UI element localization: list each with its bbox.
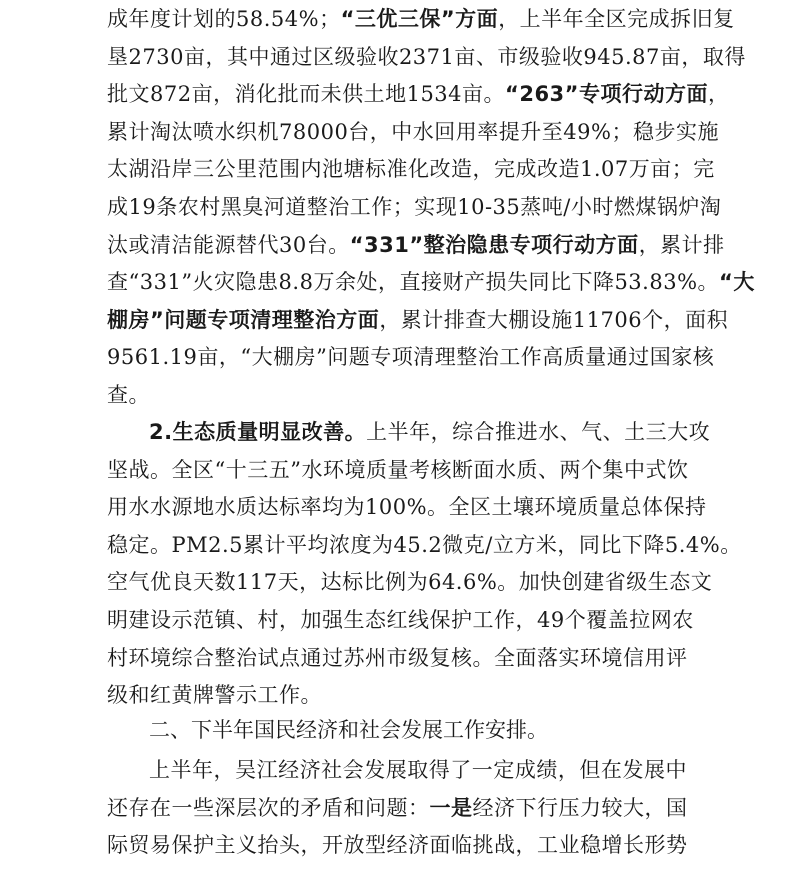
para1-line — [107, 338, 715, 376]
para1-line — [107, 113, 719, 151]
bold-text: “263”专项行动方面 — [505, 82, 708, 107]
para1-line — [107, 226, 725, 264]
para1-line — [107, 150, 715, 188]
body-text: 稳定。PM2.5累计平均浓度为45.2微克/立方米，同比下降5.4%。 — [107, 532, 742, 557]
para1-line — [107, 263, 755, 301]
body-text: 成19条农村黑臭河道整治工作；实现10-35蒸吨/小时燃煤锅炉淘 — [107, 195, 722, 219]
bold-text: 一是 — [429, 795, 473, 820]
para1-line — [107, 0, 735, 38]
body-text: 批文872亩，消化批而未供土地1534亩。 — [107, 82, 506, 107]
body-text: 村环境综合整治试点通过苏州市级复核。全面落实环境信用评 — [107, 645, 688, 670]
para2-line — [107, 601, 694, 639]
body-text: ，上半年全区完成拆旧复 — [498, 7, 735, 31]
para2-line — [107, 488, 707, 526]
para3-line — [107, 826, 687, 864]
body-text: 际贸易保护主义抬头，开放型经济面临挑战，工业稳增长形势 — [107, 833, 688, 858]
para2-line — [107, 639, 687, 677]
body-text: 还存在一些深层次的矛盾和问题： — [107, 795, 430, 820]
body-text: 汰或清洁能源替代30台。 — [107, 232, 350, 257]
bold-text: “三优三保”方面 — [340, 7, 499, 31]
body-text: 成年度计划的58.54%； — [107, 7, 341, 31]
body-text: 级和红黄牌警示工作。 — [107, 683, 322, 708]
body-text: ，累计排 — [638, 232, 725, 257]
body-text: 查。 — [107, 383, 150, 407]
body-text: 9561.19亩，“大棚房”问题专项清理整治工作高质量通过国家核 — [107, 345, 715, 370]
body-text: 明建设示范镇、村，加强生态红线保护工作，49个覆盖拉网农 — [107, 608, 694, 632]
bold-text: “大 — [719, 270, 755, 295]
para3-line — [149, 751, 687, 789]
para2-line — [149, 413, 711, 451]
para2-line — [107, 451, 687, 489]
bold-text: 2.生态质量明显改善。 — [149, 420, 367, 444]
body-text: 空气优良天数117天，达标比例为64.6%。加快创建省级生态文 — [107, 570, 713, 595]
para3-line — [107, 789, 687, 827]
body-text: 上半年，综合推进水、气、土三大攻 — [366, 420, 711, 444]
bold-text: 棚房”问题专项清理整治方面 — [107, 307, 380, 332]
para2-line — [107, 676, 687, 714]
para1-line — [107, 188, 722, 226]
body-text: 经济下行压力较大，国 — [472, 795, 688, 820]
para2-line — [107, 563, 713, 601]
bold-text: “331”整治隐患专项行动方面 — [349, 232, 639, 257]
body-text: 垦2730亩，其中通过区级验收2371亩、市级验收945.87亩，取得 — [107, 44, 746, 69]
body-text: ， — [707, 82, 730, 107]
para1-line — [107, 301, 729, 339]
para1-line — [107, 376, 687, 414]
body-text: ，累计排查大棚设施11706个，面积 — [379, 307, 729, 332]
body-text: 上半年，吴江经济社会发展取得了一定成绩，但在发展中 — [149, 758, 687, 782]
body-text: 累计淘汰喷水织机78000台，中水回用率提升至49%；稳步实施 — [107, 119, 719, 144]
body-text: 坚战。全区“十三五”水环境质量考核断面水质、两个集中式饮 — [107, 457, 689, 482]
body-text: 用水水源地水质达标率均为100%。全区土壤环境质量总体保持 — [107, 495, 707, 520]
para2-line — [107, 526, 742, 564]
body-text: 太湖沿岸三公里范围内池塘标准化改造，完成改造1.07万亩；完 — [107, 157, 715, 182]
para1-line — [107, 75, 730, 113]
body-text: 查“331”火灾隐患8.8万余处，直接财产损失同比下降53.83%。 — [107, 270, 720, 295]
section-heading: 二、下半年国民经济和社会发展工作安排。 — [149, 718, 548, 742]
para1-line — [107, 38, 746, 76]
